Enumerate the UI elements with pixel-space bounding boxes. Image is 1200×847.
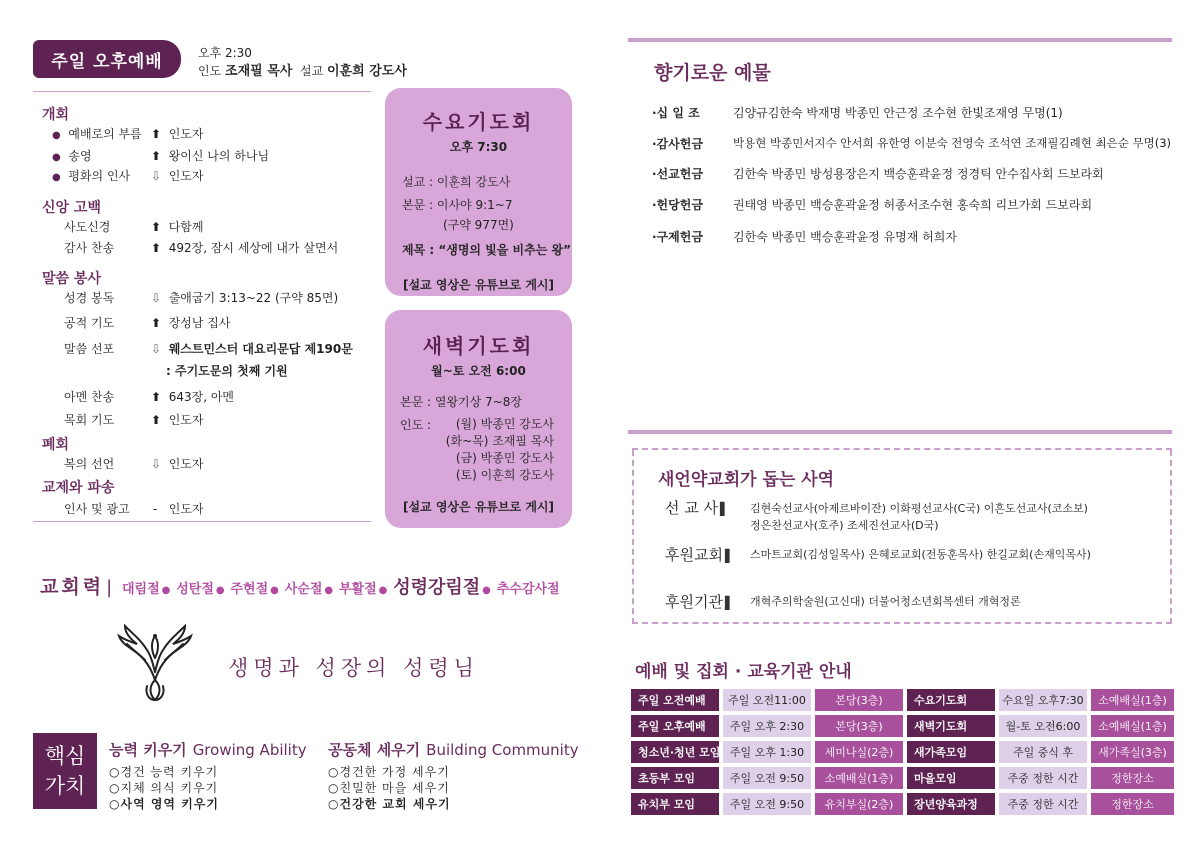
core-value-growing: 능력 키우기 Growing Ability ○경건 능력 키우기 ○지체 의식 키우기 ○사역 영역 키우기 xyxy=(109,741,307,811)
guide-cell: 정한장소 xyxy=(1091,767,1174,789)
order-row-detail: ⬆ 다함께 xyxy=(151,220,204,234)
guide-cell: 주일 오후 1:30 xyxy=(723,741,811,763)
guide-table xyxy=(631,689,1174,815)
order-row-detail: ⬆ 인도자 xyxy=(151,413,204,427)
dawn-leader: (금) 박종민 강도사 xyxy=(455,451,554,465)
mission-title: 새언약교회가 돕는 사역 xyxy=(658,470,835,490)
wednesday-prayer-box xyxy=(385,88,572,296)
offering-label: ·헌당헌금 xyxy=(652,198,703,212)
bullet-icon: ● xyxy=(52,130,61,141)
calendar-season: 추수감사절 xyxy=(496,582,560,597)
mission-label: 선 교 사 ▌ xyxy=(665,499,730,517)
guide-cell: 본당(3층) xyxy=(815,715,903,737)
stand-arrow-icon: ⬆ xyxy=(151,241,162,255)
dawn-text: 본문 : 열왕기상 7~8장 xyxy=(400,395,522,409)
section-confession: 신앙 고백 xyxy=(42,200,101,216)
mission-names: 스마트교회(김성일목사) 은혜로교회(전동훈목사) 한길교회(손재익목사) xyxy=(750,548,1091,561)
guide-cell: 정한장소 xyxy=(1091,793,1174,815)
core-value-item: ○친밀한 마을 세우기 xyxy=(328,781,450,795)
dawn-note: [설교 영상은 유튜브로 게시] xyxy=(402,500,554,514)
guide-cell: 주일 오전 9:50 xyxy=(723,793,811,815)
order-row-detail: ⇩ 인도자 xyxy=(151,457,204,471)
wednesday-preacher: 설교 : 이훈희 강도사 xyxy=(402,175,511,189)
dawn-leader: (토) 이훈희 강도사 xyxy=(455,468,554,482)
season-theme: 생명과 성장의 성령님 xyxy=(228,656,479,680)
calendar-season: 부활절 xyxy=(338,582,377,597)
dawn-leader: (화~목) 조재필 목사 xyxy=(445,434,554,448)
sit-arrow-icon: ⇩ xyxy=(151,457,162,471)
guide-cell: 장년양육과정 xyxy=(907,793,995,815)
order-row-detail: ⬆ 장성남 집사 xyxy=(151,316,231,330)
order-row-detail: ⇩ 인도자 xyxy=(151,169,204,183)
order-row: 인사 및 광고 xyxy=(64,502,130,516)
dawn-title: 새벽기도회 xyxy=(422,334,535,358)
divider xyxy=(628,38,1172,42)
guide-cell: 청소년·청년 모임 xyxy=(631,741,719,763)
church-calendar: 교회력 | 대림절 ● 성탄절 ● 주현절 ● 사순절 ● 부활절 ● 성령강림절 ● 추수감사절 xyxy=(40,576,560,598)
sit-arrow-icon: ⇩ xyxy=(151,169,162,183)
mission-names: 김현숙선교사(아제르바이잔) 이화평선교사(C국) 이흔도선교사(코소보) 정은찬선교사(호주) 조세진선교사(D국) xyxy=(750,502,1088,532)
order-row-detail: ⬆ 인도자 xyxy=(151,127,204,141)
guide-cell: 소예배실(1층) xyxy=(815,767,903,789)
section-closing: 폐회 xyxy=(42,437,70,453)
order-of-worship xyxy=(42,104,69,124)
calendar-season-current: 성령강림절 xyxy=(393,577,481,598)
order-row-detail: ⬆ 643장, 아멘 xyxy=(151,390,235,404)
stand-arrow-icon: ⬆ xyxy=(151,316,162,330)
divider xyxy=(33,91,371,92)
wednesday-title: 수요기도회 xyxy=(422,110,535,134)
core-values-label: 핵심 가치 xyxy=(33,733,97,809)
order-row: 공적 기도 xyxy=(64,316,115,330)
guide-cell: 주중 정한 시간 xyxy=(999,793,1087,815)
dawn-leaders: 인도 : (월) 박종민 강도사 (화~목) 조재필 목사 (금) 박종민 강도사 (토) 이훈희 강도사 xyxy=(400,417,554,482)
divider xyxy=(628,430,1172,434)
stand-arrow-icon: ⬆ xyxy=(151,149,162,163)
guide-cell: 새벽기도회 xyxy=(907,715,995,737)
order-row-detail: ⇩ 웨스트민스터 대요리문답 제190문 xyxy=(151,342,353,356)
guide-cell: 주일 중식 후 xyxy=(999,741,1087,763)
core-value-item: ○사역 영역 키우기 xyxy=(109,797,219,811)
order-row: 말씀 선포 xyxy=(64,342,115,356)
wednesday-text: 본문 : 이사야 9:1~7 xyxy=(402,198,513,212)
order-row-detail: ⬆ 왕이신 나의 하나님 xyxy=(151,149,270,163)
order-row: 사도신경 xyxy=(64,220,111,234)
guide-cell: 수요일 오후7:30 xyxy=(999,689,1087,711)
afternoon-service-time: 오후 2:30 xyxy=(198,46,252,60)
core-value-item: ○경건한 가정 세우기 xyxy=(328,765,450,779)
guide-cell: 주중 정한 시간 xyxy=(999,767,1087,789)
order-row: 목회 기도 xyxy=(64,413,115,427)
guide-cell: 초등부 모임 xyxy=(631,767,719,789)
dawn-leader: (월) 박종민 강도사 xyxy=(455,417,554,431)
offering-title: 향기로운 예물 xyxy=(654,62,771,84)
core-value-item: ○지체 의식 키우기 xyxy=(109,781,219,795)
calendar-season: 대림절 xyxy=(121,582,160,597)
core-value-item: ○경건 능력 키우기 xyxy=(109,765,219,779)
order-row-detail: : 주기도문의 첫째 기원 xyxy=(166,364,288,378)
stand-arrow-icon: ⬆ xyxy=(151,390,162,404)
stand-arrow-icon: ⬆ xyxy=(151,413,162,427)
guide-cell: 유치부실(2층) xyxy=(815,793,903,815)
mission-label: 후원기관 ▌ xyxy=(665,593,735,611)
section-fellowship: 교제와 파송 xyxy=(42,480,115,496)
guide-cell: 유치부 모임 xyxy=(631,793,719,815)
order-row: ● 예배로의 부름 xyxy=(52,127,142,141)
wednesday-text-page: (구약 977면) xyxy=(443,218,514,232)
order-row-detail: ⬆ 492장, 잠시 세상에 내가 살면서 xyxy=(151,241,339,255)
mission-names: 개혁주의학술원(고신대) 더불어청소년회복센터 개혁정론 xyxy=(750,595,1021,608)
guide-cell: 마을모임 xyxy=(907,767,995,789)
order-row: 감사 찬송 xyxy=(64,241,115,255)
order-row: 아멘 찬송 xyxy=(64,390,115,404)
offering-label: ·십 일 조 xyxy=(652,106,700,120)
order-row-detail: ⇩ 출애굽기 3:13~22 (구약 85면) xyxy=(151,291,339,305)
calendar-title: 교회력 xyxy=(40,576,105,598)
bullet-icon: ● xyxy=(52,172,61,183)
bullet-icon: ● xyxy=(52,152,61,163)
dove-icon xyxy=(115,624,195,704)
guide-cell: 주일 오전11:00 xyxy=(723,689,811,711)
sit-arrow-icon: ⇩ xyxy=(151,291,162,305)
divider xyxy=(33,521,371,522)
core-value-community: 공동체 세우기 Building Community ○경건한 가정 세우기 ○친밀한 마을 세우기 ○건강한 교회 세우기 xyxy=(328,741,579,811)
guide-cell: 주일 오후예배 xyxy=(631,715,719,737)
guide-cell: 세미나실(2층) xyxy=(815,741,903,763)
mission-label: 후원교회 ▌ xyxy=(665,546,735,564)
guide-cell: 수요기도회 xyxy=(907,689,995,711)
stand-arrow-icon: ⬆ xyxy=(151,220,162,234)
offering-names: 김한숙 박종민 백승훈곽윤정 유명재 허희자 xyxy=(733,230,957,244)
guide-title: 예배 및 집회 · 교육기관 안내 xyxy=(635,662,852,682)
guide-cell: 소예배실(1층) xyxy=(1091,715,1174,737)
guide-cell: 월-토 오전6:00 xyxy=(999,715,1087,737)
offering-names: 박용현 박종민서지수 안서희 유한영 이분숙 전영숙 조석연 조재필김례현 최은순 무명(3) xyxy=(733,136,1172,150)
guide-cell: 새가족실(3층) xyxy=(1091,741,1174,763)
guide-cell: 소예배실(1층) xyxy=(1091,689,1174,711)
afternoon-service-leaders: 인도 조재필 목사 설교 이훈희 강도사 xyxy=(198,64,407,79)
offering-label: ·선교헌금 xyxy=(652,167,703,181)
order-row: ● 송영 xyxy=(52,149,92,163)
guide-cell: 주일 오후 2:30 xyxy=(723,715,811,737)
calendar-season: 주현절 xyxy=(230,582,269,597)
dawn-time: 월~토 오전 6:00 xyxy=(431,364,526,378)
wednesday-subject: 제목 : “생명의 빛을 비추는 왕” xyxy=(402,243,571,257)
calendar-season: 사순절 xyxy=(284,582,323,597)
sit-arrow-icon: ⇩ xyxy=(151,342,162,356)
order-row: 복의 선언 xyxy=(64,457,115,471)
offering-label: ·구제헌금 xyxy=(652,230,703,244)
offering-names: 김양규김한숙 박재명 박종민 안근정 조수현 한빛조재영 무명(1) xyxy=(733,106,1063,120)
wednesday-note: [설교 영상은 유튜브로 게시] xyxy=(402,278,554,292)
stand-arrow-icon: ⬆ xyxy=(151,127,162,141)
core-value-item: ○건강한 교회 세우기 xyxy=(328,797,451,811)
order-row: 성경 봉독 xyxy=(64,291,115,305)
wednesday-time: 오후 7:30 xyxy=(449,140,508,154)
offering-names: 김한숙 박종민 방성용장은지 백승훈곽윤정 정경틱 안수집사회 드보라회 xyxy=(733,167,1104,181)
section-word: 말씀 봉사 xyxy=(42,271,101,287)
order-row: ● 평화의 인사 xyxy=(52,169,131,183)
offering-label: ·감사헌금 xyxy=(652,137,703,151)
afternoon-service-title: 주일 오후예배 xyxy=(33,40,181,78)
dawn-prayer-box xyxy=(385,310,572,528)
section-opening: 개회 xyxy=(42,107,70,123)
order-row-detail: - 인도자 xyxy=(153,502,204,516)
guide-cell: 본당(3층) xyxy=(815,689,903,711)
guide-cell: 주일 오전 9:50 xyxy=(723,767,811,789)
offering-names: 권태영 박종민 백승훈곽윤정 허종서조수현 홍숙희 리브가회 드보라회 xyxy=(733,198,1093,212)
guide-cell: 주일 오전예배 xyxy=(631,689,719,711)
guide-cell: 새가족모임 xyxy=(907,741,995,763)
calendar-season: 성탄절 xyxy=(176,582,214,597)
